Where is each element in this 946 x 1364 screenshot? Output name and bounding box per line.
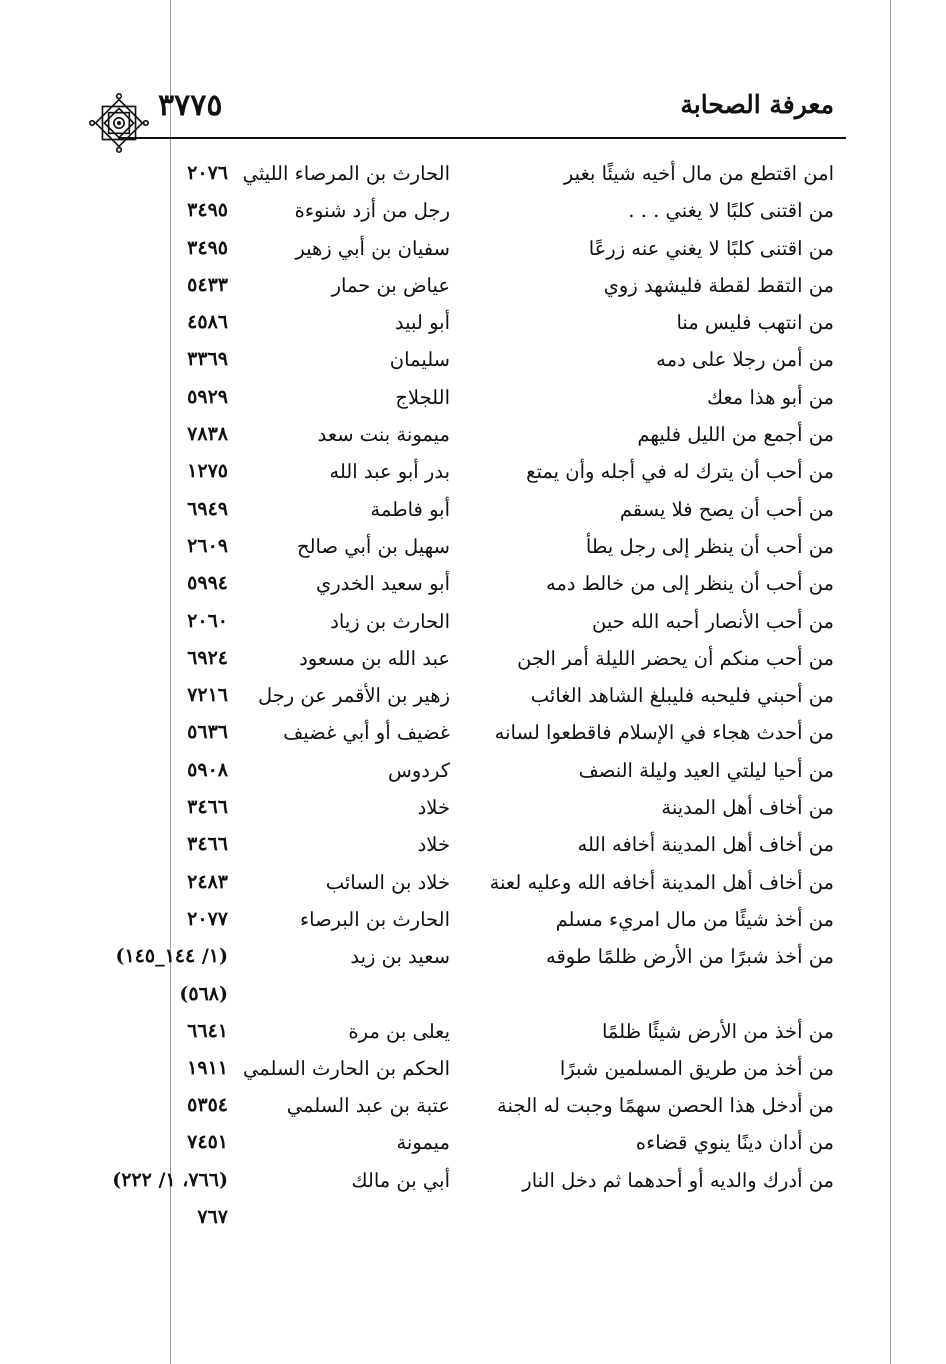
narrator-name: خلاد — [417, 796, 450, 820]
list-item — [0, 945, 946, 982]
reference-number: ٥٦٣٦ — [187, 721, 228, 744]
hadith-text: من التقط لقطة فليشهد زوي — [603, 273, 834, 297]
hadith-text: من أحب أن يصح فلا يسقم — [619, 497, 834, 521]
list-item — [0, 796, 946, 833]
narrator-name: أبو لبيد — [394, 311, 450, 335]
header-divider — [118, 137, 846, 139]
narrator-name: عياض بن حمار — [331, 273, 450, 297]
narrator-name: عتبة بن عبد السلمي — [286, 1094, 450, 1118]
list-item — [0, 983, 946, 1016]
reference-number: ٧٤٥١ — [187, 1131, 228, 1154]
reference-number: ٧٨٣٨ — [187, 423, 228, 446]
narrator-name: سهيل بن أبي صالح — [297, 534, 450, 558]
narrator-name: ميمونة بنت سعد — [317, 423, 450, 447]
narrator-name: خلاد — [417, 833, 450, 857]
list-item — [0, 1094, 946, 1131]
reference-number: ٥٣٥٤ — [187, 1094, 228, 1117]
reference-number: ٢٦٠٩ — [187, 534, 228, 557]
hadith-text: من أحب أن ينظر إلى رجل يطأ — [585, 534, 834, 558]
narrator-name: ميمونة — [396, 1131, 450, 1155]
narrator-name: زهير بن الأقمر عن رجل — [257, 684, 450, 708]
page-number: ٣٧٧٥ — [158, 88, 223, 123]
narrator-name: الحكم بن الحارث السلمي — [243, 1056, 450, 1080]
list-item — [0, 311, 946, 348]
narrator-name: غضيف أو أبي غضيف — [283, 721, 450, 745]
reference-number: ٢٠٧٦ — [187, 162, 228, 184]
list-item — [0, 535, 946, 572]
hadith-text: من أخذ من طريق المسلمين شبرًا — [559, 1056, 834, 1080]
narrator-name: سعيد بن زيد — [350, 945, 450, 969]
hadith-text: من أخاف أهل المدينة أخافه الله وعليه لعنة — [489, 870, 834, 894]
list-item — [0, 908, 946, 945]
narrator-name: بدر أبو عبد الله — [329, 460, 450, 484]
list-item — [0, 274, 946, 311]
list-item — [0, 721, 946, 758]
hadith-text: من أدخل هذا الحصن سهمًا وجبت له الجنة — [497, 1094, 834, 1118]
narrator-name: يعلى بن مرة — [348, 1019, 450, 1043]
list-item — [0, 833, 946, 870]
hadith-text: من أحب أن يترك له في أجله وأن يمتع — [526, 460, 834, 484]
reference-number: (٥٦٨) — [179, 982, 228, 1005]
reference-number: ٢٤٨٣ — [187, 870, 228, 893]
reference-number: ٥٤٣٣ — [187, 273, 228, 296]
list-item — [0, 237, 946, 274]
reference-number: ١٢٧٥ — [187, 460, 228, 483]
hadith-text: من أحبني فليحبه فليبلغ الشاهد الغائب — [530, 684, 834, 708]
narrator-name: الحارث بن المرصاء الليثي — [242, 162, 450, 185]
narrator-name: اللجلاج — [395, 385, 450, 409]
reference-number: ٦٩٢٤ — [187, 646, 228, 669]
list-item — [0, 1020, 946, 1057]
hadith-text: من أخذ من الأرض شيئًا ظلمًا — [601, 1019, 834, 1043]
reference-number: ٣٤٩٥ — [187, 236, 228, 259]
hadith-text: من أخاف أهل المدينة أخافه الله — [577, 833, 834, 857]
reference-number: ٣٤٦٦ — [187, 796, 228, 819]
reference-number: ٧٦٧ — [197, 1206, 228, 1229]
hadith-text: من أخذ شيئًا من مال امريء مسلم — [555, 907, 834, 931]
list-item — [0, 460, 946, 497]
hadith-text: من أحب منكم أن يحضر الليلة أمر الجن — [517, 646, 834, 670]
reference-number: ٣٤٩٥ — [187, 199, 228, 222]
page-title: معرفة الصحابة — [680, 90, 834, 119]
list-item — [0, 1057, 946, 1094]
hadith-text: من أخاف أهل المدينة — [661, 796, 834, 820]
narrator-name: أبو فاطمة — [370, 497, 450, 521]
list-item — [0, 684, 946, 721]
hadith-text: من أخذ شبرًا من الأرض ظلمًا طوقه — [546, 945, 834, 969]
reference-number: ٢٠٧٧ — [187, 907, 228, 930]
narrator-name: سليمان — [389, 348, 450, 372]
narrator-name: أبي بن مالك — [351, 1168, 450, 1192]
list-item — [0, 871, 946, 908]
narrator-name: الحارث بن البرصاء — [299, 907, 450, 931]
hadith-text: من اقتنى كلبًا لا يغني عنه زرعًا — [588, 236, 834, 260]
hadith-text: امن اقتطع من مال أخيه شيئًا بغير — [563, 162, 834, 185]
narrator-name: الحارث بن زياد — [330, 609, 450, 633]
list-item — [0, 498, 946, 535]
reference-number: ٥٩٠٨ — [187, 758, 228, 781]
list-item — [0, 423, 946, 460]
list-item — [0, 386, 946, 423]
list-item — [0, 162, 946, 199]
list-item — [0, 647, 946, 684]
reference-number: ١٩١١ — [187, 1056, 228, 1079]
hadith-text: من اقتنى كلبًا لا يغني . . . — [628, 199, 834, 223]
list-item — [0, 199, 946, 236]
reference-number: ٤٥٨٦ — [187, 311, 228, 334]
narrator-name: عبد الله بن مسعود — [299, 646, 450, 670]
reference-number: (١/ ١٤٤_١٤٥) — [115, 945, 228, 968]
narrator-name: سفيان بن أبي زهير — [295, 236, 450, 260]
list-item — [0, 348, 946, 385]
reference-number: ٥٩٩٤ — [187, 572, 228, 595]
narrator-name: أبو سعيد الخدري — [315, 572, 450, 596]
hadith-text: من أحب أن ينظر إلى من خالط دمه — [545, 572, 834, 596]
ornament-icon — [88, 92, 150, 154]
list-item — [0, 1169, 946, 1206]
hadith-text: من أبو هذا معك — [706, 385, 834, 409]
list-item — [0, 610, 946, 647]
list-item — [0, 572, 946, 609]
reference-number: (٧٦٦، ١/ ٢٢٢) — [112, 1168, 228, 1191]
reference-number: ٧٢١٦ — [187, 684, 228, 707]
reference-number: ٢٠٦٠ — [187, 609, 228, 632]
list-item — [0, 1206, 946, 1239]
hadith-text: من أحدث هجاء في الإسلام فاقطعوا لسانه — [494, 721, 834, 745]
reference-number: ٦٦٤١ — [187, 1019, 228, 1042]
hadith-index-list — [0, 162, 946, 1239]
hadith-text: من أحب الأنصار أحبه الله حين — [592, 609, 834, 633]
reference-number: ٦٩٤٩ — [187, 497, 228, 520]
hadith-text: من أدان دينًا ينوي قضاءه — [635, 1131, 834, 1155]
narrator-name: خلاد بن السائب — [325, 870, 450, 894]
narrator-name: كردوس — [388, 758, 450, 782]
reference-number: ٣٣٦٩ — [187, 348, 228, 371]
narrator-name: رجل من أزد شنوءة — [294, 199, 450, 223]
hadith-text: من أدرك والديه أو أحدهما ثم دخل النار — [522, 1168, 834, 1192]
list-item — [0, 759, 946, 796]
reference-number: ٣٤٦٦ — [187, 833, 228, 856]
hadith-text: من أحيا ليلتي العيد وليلة النصف — [578, 758, 834, 782]
hadith-text: من انتهب فليس منا — [676, 311, 834, 335]
hadith-text: من أجمع من الليل فليهم — [637, 423, 834, 447]
reference-number: ٥٩٢٩ — [187, 385, 228, 408]
list-item — [0, 1131, 946, 1168]
hadith-text: من أمن رجلا على دمه — [656, 348, 834, 372]
